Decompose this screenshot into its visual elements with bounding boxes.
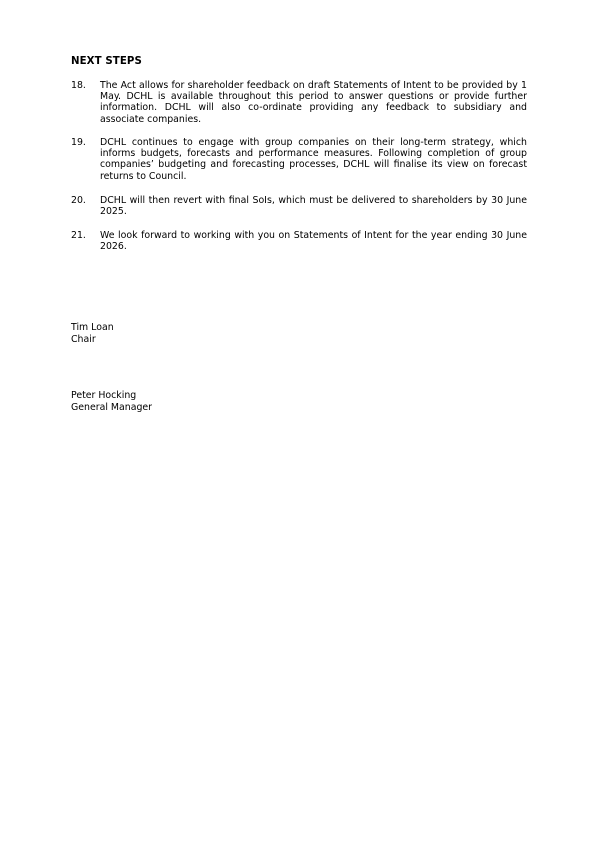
signatory-title: Chair <box>71 334 96 345</box>
paragraph-text: DCHL will then revert with final SoIs, which must be delivered to shareholders by 30 June 2025. <box>100 195 527 218</box>
paragraph-text: We look forward to working with you on Statements of Intent for the year ending 30 June 2026. <box>100 230 527 253</box>
paragraph-number: 19. <box>71 137 86 148</box>
signatory-name: Tim Loan <box>71 322 114 333</box>
signatory-name: Peter Hocking <box>71 390 137 401</box>
paragraph-number: 20. <box>71 195 86 206</box>
paragraph-number: 21. <box>71 230 86 241</box>
signatory-title: General Manager <box>71 402 153 413</box>
paragraph-text: DCHL continues to engage with group companies on their long-term strategy, which informs budgets, forecasts and performance measures. Following completion of group companies’ budgeting and forecasting processes, DCHL will finalise its view on forecast returns to Council. <box>100 137 527 182</box>
paragraph-number: 18. <box>71 80 86 91</box>
paragraph-text: The Act allows for shareholder feedback on draft Statements of Intent to be provided by 1 May. DCHL is available throughout this period to answer questions or provide further information. DCHL will also co-ordinate providing any feedback to subsidiary and associate companies. <box>100 80 527 125</box>
signatory-general-manager <box>71 390 152 414</box>
signatory-chair <box>71 322 114 346</box>
section-heading: NEXT STEPS <box>71 56 142 67</box>
